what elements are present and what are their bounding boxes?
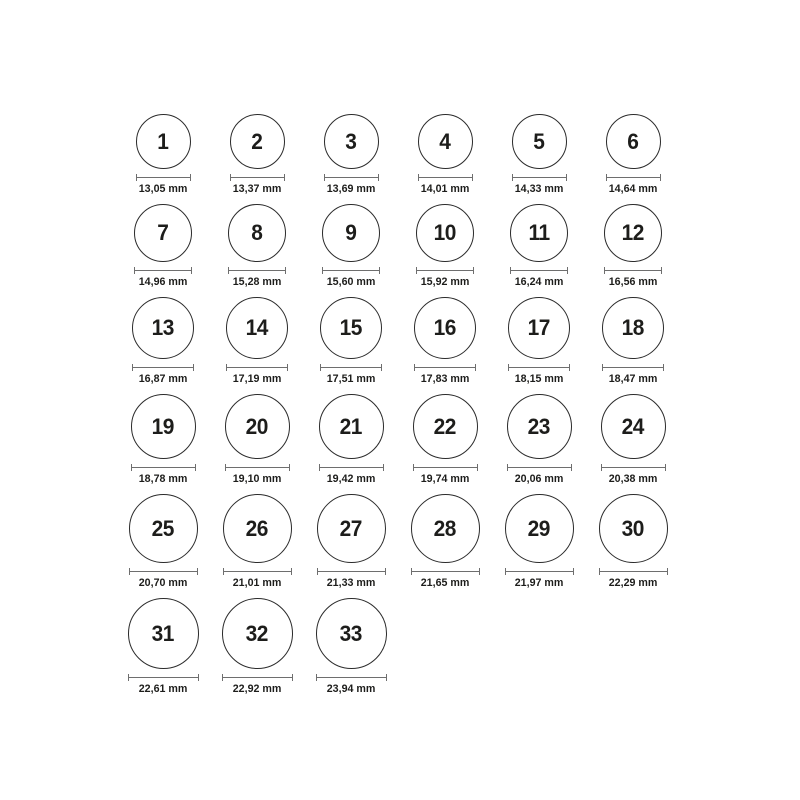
ring-size-number: 28 [433,515,457,541]
ring-size-number: 29 [527,515,551,541]
ring-circle [222,598,293,669]
diameter-label: 13,37 mm [232,183,282,195]
ring-size-cell [210,114,304,196]
diameter-label: 21,33 mm [326,577,376,589]
diameter-measure-line [319,464,384,471]
diameter-measure-line [317,568,386,575]
ring-circle [223,494,292,563]
diameter-label: 18,47 mm [608,373,658,385]
ring-size-cell [304,204,398,289]
ring-size-number: 31 [151,620,175,646]
diameter-measure-line [128,674,199,681]
ring-size-cell [116,297,210,386]
diameter-measure-line [508,364,570,371]
ring-circle [230,114,285,169]
ring-size-cell [116,494,210,590]
ring-size-cell [586,297,680,386]
diameter-measure-line [223,568,292,575]
diameter-measure-line [226,364,288,371]
ring-row [116,494,684,590]
ring-circle [132,297,194,359]
ring-size-number: 33 [339,620,363,646]
diameter-measure-line [134,267,192,274]
diameter-measure-line [411,568,480,575]
ring-size-grid [116,114,684,704]
diameter-measure-line [222,674,293,681]
ring-circle [508,297,570,359]
ring-size-number: 30 [621,515,645,541]
ring-size-cell [586,494,680,590]
ring-size-cell [586,114,680,196]
ring-circle [602,297,664,359]
diameter-measure-line [131,464,196,471]
diameter-measure-line [604,267,662,274]
ring-circle [131,394,196,459]
diameter-label: 22,61 mm [138,683,188,695]
diameter-label: 14,33 mm [514,183,564,195]
ring-size-number: 4 [439,128,451,154]
ring-size-cell [304,394,398,486]
ring-size-cell [398,394,492,486]
ring-circle [320,297,382,359]
diameter-label: 16,24 mm [514,276,564,288]
diameter-label: 20,06 mm [514,473,564,485]
diameter-measure-line [418,174,473,181]
diameter-measure-line [230,174,285,181]
ring-size-cell [116,114,210,196]
ring-size-cell [398,494,492,590]
diameter-measure-line [132,364,194,371]
ring-size-number: 19 [151,413,175,439]
ring-circle [599,494,668,563]
ring-circle [510,204,568,262]
ring-size-cell [492,394,586,486]
ring-circle [411,494,480,563]
diameter-measure-line [512,174,567,181]
ring-size-cell [304,114,398,196]
ring-size-cell [116,598,210,696]
diameter-label: 17,83 mm [420,373,470,385]
diameter-label: 17,51 mm [326,373,376,385]
ring-circle [324,114,379,169]
ring-size-number: 14 [245,315,269,340]
ring-size-cell [492,204,586,289]
ring-size-number: 27 [339,515,363,541]
ring-size-number: 22 [433,413,457,439]
diameter-label: 18,78 mm [138,473,188,485]
diameter-label: 22,92 mm [232,683,282,695]
ring-size-cell [210,204,304,289]
ring-size-cell [116,204,210,289]
ring-circle [226,297,288,359]
diameter-label: 22,29 mm [608,577,658,589]
diameter-label: 19,10 mm [232,473,282,485]
diameter-measure-line [507,464,572,471]
diameter-measure-line [316,674,387,681]
diameter-label: 19,42 mm [326,473,376,485]
ring-size-cell [304,598,398,696]
ring-size-number: 32 [245,620,269,646]
ring-size-number: 24 [621,413,645,439]
diameter-measure-line [505,568,574,575]
diameter-label: 15,60 mm [326,276,376,288]
diameter-measure-line [136,174,191,181]
diameter-measure-line [599,568,668,575]
ring-circle [129,494,198,563]
ring-circle [319,394,384,459]
ring-row [116,204,684,289]
diameter-label: 18,15 mm [514,373,564,385]
ring-size-cell [210,297,304,386]
diameter-label: 15,28 mm [232,276,282,288]
diameter-label: 14,64 mm [608,183,658,195]
ring-circle [228,204,286,262]
ring-circle [414,297,476,359]
ring-circle [418,114,473,169]
diameter-measure-line [129,568,198,575]
diameter-label: 15,92 mm [420,276,470,288]
ring-size-number: 12 [621,220,645,245]
diameter-measure-line [225,464,290,471]
ring-row [116,598,684,696]
ring-row [116,297,684,386]
ring-size-number: 15 [339,315,363,340]
ring-circle [128,598,199,669]
ring-row [116,114,684,196]
diameter-measure-line [228,267,286,274]
ring-circle [505,494,574,563]
ring-size-number: 7 [157,220,169,245]
ring-size-number: 16 [433,315,457,340]
ring-circle [413,394,478,459]
diameter-label: 14,96 mm [138,276,188,288]
diameter-label: 20,38 mm [608,473,658,485]
ring-size-number: 11 [528,220,550,245]
ring-size-number: 10 [433,220,457,245]
ring-row [116,394,684,486]
ring-size-number: 5 [533,128,545,154]
diameter-measure-line [413,464,478,471]
diameter-measure-line [416,267,474,274]
diameter-measure-line [606,174,661,181]
ring-size-cell [586,204,680,289]
ring-circle [134,204,192,262]
ring-circle [416,204,474,262]
diameter-measure-line [320,364,382,371]
diameter-label: 21,97 mm [514,577,564,589]
ring-size-number: 9 [345,220,357,245]
diameter-label: 13,69 mm [326,183,376,195]
diameter-measure-line [602,364,664,371]
diameter-label: 16,87 mm [138,373,188,385]
ring-circle [317,494,386,563]
ring-size-number: 17 [527,315,551,340]
diameter-measure-line [322,267,380,274]
diameter-measure-line [601,464,666,471]
ring-size-number: 23 [527,413,551,439]
ring-size-cell [492,297,586,386]
ring-size-cell [304,297,398,386]
ring-size-cell [398,204,492,289]
ring-size-cell [210,394,304,486]
ring-size-number: 21 [339,413,363,439]
ring-circle [601,394,666,459]
ring-size-number: 13 [151,315,175,340]
diameter-label: 16,56 mm [608,276,658,288]
ring-size-number: 25 [151,515,175,541]
ring-size-cell [492,114,586,196]
ring-circle [316,598,387,669]
ring-circle [512,114,567,169]
ring-size-cell [116,394,210,486]
diameter-measure-line [324,174,379,181]
ring-size-cell [210,598,304,696]
ring-size-cell [586,394,680,486]
diameter-label: 21,65 mm [420,577,470,589]
diameter-label: 13,05 mm [138,183,188,195]
diameter-label: 23,94 mm [326,683,376,695]
ring-size-number: 1 [157,128,169,154]
ring-size-number: 8 [251,220,263,245]
diameter-label: 17,19 mm [232,373,282,385]
ring-size-cell [492,494,586,590]
ring-size-number: 18 [621,315,645,340]
ring-size-cell [398,297,492,386]
diameter-label: 19,74 mm [420,473,470,485]
ring-circle [136,114,191,169]
ring-circle [322,204,380,262]
ring-size-cell [210,494,304,590]
ring-size-number: 20 [245,413,269,439]
diameter-label: 14,01 mm [420,183,470,195]
ring-circle [507,394,572,459]
diameter-measure-line [510,267,568,274]
ring-circle [604,204,662,262]
diameter-label: 21,01 mm [232,577,282,589]
ring-size-number: 2 [251,128,263,154]
ring-size-cell [398,114,492,196]
ring-size-number: 26 [245,515,269,541]
ring-size-number: 6 [627,128,639,154]
diameter-measure-line [414,364,476,371]
diameter-label: 20,70 mm [138,577,188,589]
ring-circle [606,114,661,169]
ring-circle [225,394,290,459]
ring-size-cell [304,494,398,590]
ring-size-number: 3 [345,128,357,154]
